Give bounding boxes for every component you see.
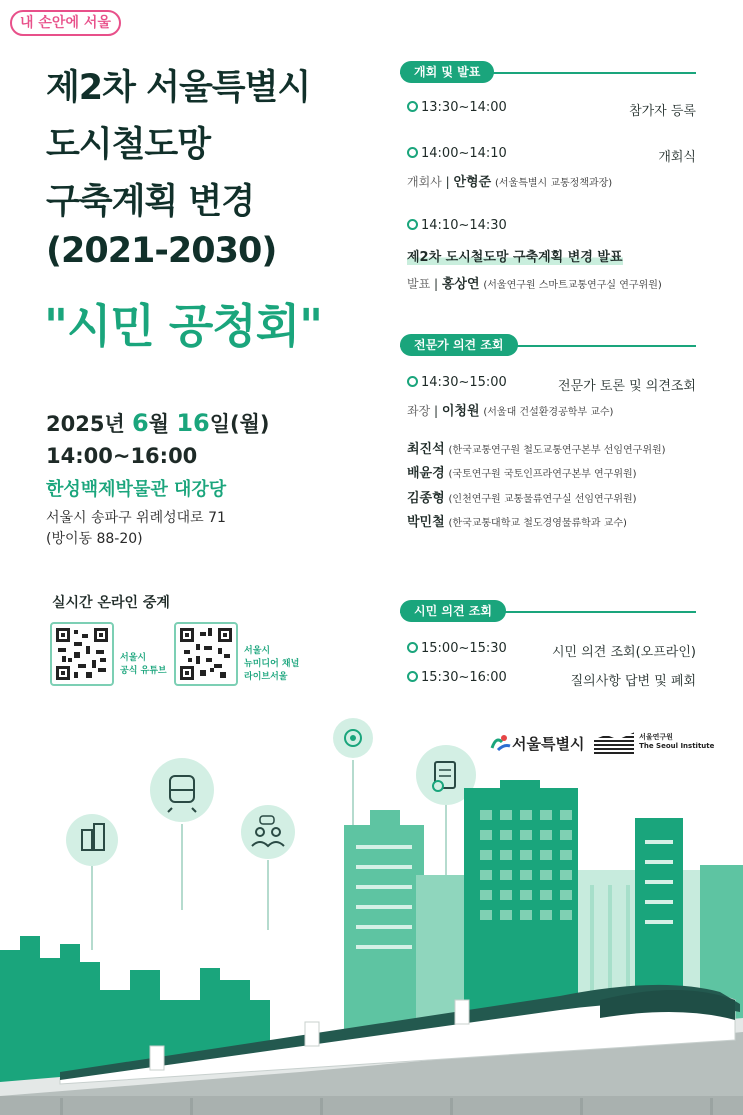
- seoul-symbol-icon: [490, 734, 512, 752]
- date-year: 2025년: [46, 412, 125, 436]
- panelist: 김종형 (인천연구원 교통물류연구실 선임연구위원): [407, 491, 637, 506]
- panelist: 박민철 (한국교통대학교 철도경영물류학과 교수): [407, 515, 627, 530]
- schedule-time: 15:30~16:00: [407, 670, 507, 685]
- event-address-2: (방이동 88-20): [46, 531, 143, 547]
- seoul-institute-logo: [594, 730, 714, 754]
- clock-icon: [407, 671, 418, 682]
- qr-code-icon: [56, 628, 108, 680]
- schedule-event: 질의사항 답변 및 폐회: [570, 674, 696, 689]
- qr-live-caption: [244, 645, 299, 684]
- qr-live-caption-3: 라이브서울: [244, 672, 288, 682]
- event-time: 14:00~16:00: [46, 444, 198, 468]
- city-train-illustration: [0, 700, 743, 1115]
- presentation-title: 제2차 도시철도망 구축계획 변경 발표: [407, 246, 623, 265]
- clock-icon: [407, 219, 418, 230]
- schedule-time: 14:10~14:30: [407, 218, 507, 233]
- qr-live-caption-1: 서울시: [244, 646, 271, 656]
- schedule-time: 14:00~14:10: [407, 146, 507, 161]
- schedule-time: 14:30~15:00: [407, 375, 507, 390]
- qr-youtube-caption-1: 서울시: [120, 653, 147, 663]
- clock-icon: [407, 147, 418, 158]
- institute-name-ko: 서울연구원: [639, 733, 673, 741]
- seoul-institute-mark-icon: [594, 730, 634, 754]
- panelist: 배윤경 (국토연구원 국토인프라연구본부 연구위원): [407, 466, 637, 481]
- qr-youtube-caption: [120, 652, 167, 678]
- qr-live-caption-2: 뉴미디어 채널: [244, 659, 300, 669]
- section-expert-label: 전문가 의견 조회: [400, 334, 518, 356]
- app-badge: 내 손안에 서울: [10, 10, 121, 36]
- qr-code-icon: [180, 628, 232, 680]
- title-line-1: 제2차 서울특별시: [46, 68, 311, 108]
- qr-youtube[interactable]: [50, 622, 114, 686]
- title-line-3: 구축계획 변경: [46, 182, 255, 222]
- schedule-event: 개회식: [658, 150, 696, 165]
- building-icon: [66, 814, 118, 950]
- clock-icon: [407, 376, 418, 387]
- event-date: [46, 408, 270, 438]
- opening-speaker: 개회사 | 안형준 (서울특별시 교통정책과장): [407, 175, 613, 190]
- chair: 좌장 | 이청원 (서울대 건설환경공학부 교수): [407, 404, 614, 419]
- event-address-1: 서울시 송파구 위례성대로 71: [46, 510, 226, 526]
- panelist: 최진석 (한국교통연구원 철도교통연구본부 선임연구위원): [407, 442, 666, 457]
- section-citizen-label: 시민 의견 조회: [400, 600, 506, 622]
- presenter: 발표 | 홍상연 (서울연구원 스마트교통연구실 연구위원): [407, 277, 662, 292]
- schedule-time: 15:00~15:30: [407, 641, 507, 656]
- network-icon: [333, 718, 373, 830]
- qr-live-seoul[interactable]: [174, 622, 238, 686]
- people-icon: [241, 805, 295, 930]
- event-venue: 한성백제박물관 대강당: [46, 479, 227, 500]
- seoul-logo: [490, 733, 584, 754]
- schedule-event: 시민 의견 조회(오프라인): [552, 645, 696, 660]
- title-line-2: 도시철도망: [46, 125, 211, 165]
- date-month: 6: [132, 409, 149, 437]
- seoul-logo-text: 서울특별시: [512, 735, 585, 753]
- qr-youtube-caption-2: 공식 유튜브: [120, 666, 167, 676]
- section-opening-label: 개회 및 발표: [400, 61, 494, 83]
- date-month-unit: 월: [148, 412, 170, 436]
- schedule-time: 13:30~14:00: [407, 100, 507, 115]
- clock-icon: [407, 101, 418, 112]
- clock-icon: [407, 642, 418, 653]
- schedule-event: 참가자 등록: [629, 104, 696, 119]
- date-day-unit: 일(월): [209, 412, 270, 436]
- title-line-4: (2021-2030): [46, 231, 277, 271]
- date-day: 16: [176, 409, 210, 437]
- subtitle: "시민 공청회": [44, 299, 323, 353]
- institute-name-en: The Seoul Institute: [639, 742, 715, 750]
- online-stream-label: 실시간 온라인 중계: [52, 595, 170, 611]
- schedule-event: 전문가 토론 및 의견조회: [558, 379, 696, 394]
- train-icon: [150, 758, 214, 910]
